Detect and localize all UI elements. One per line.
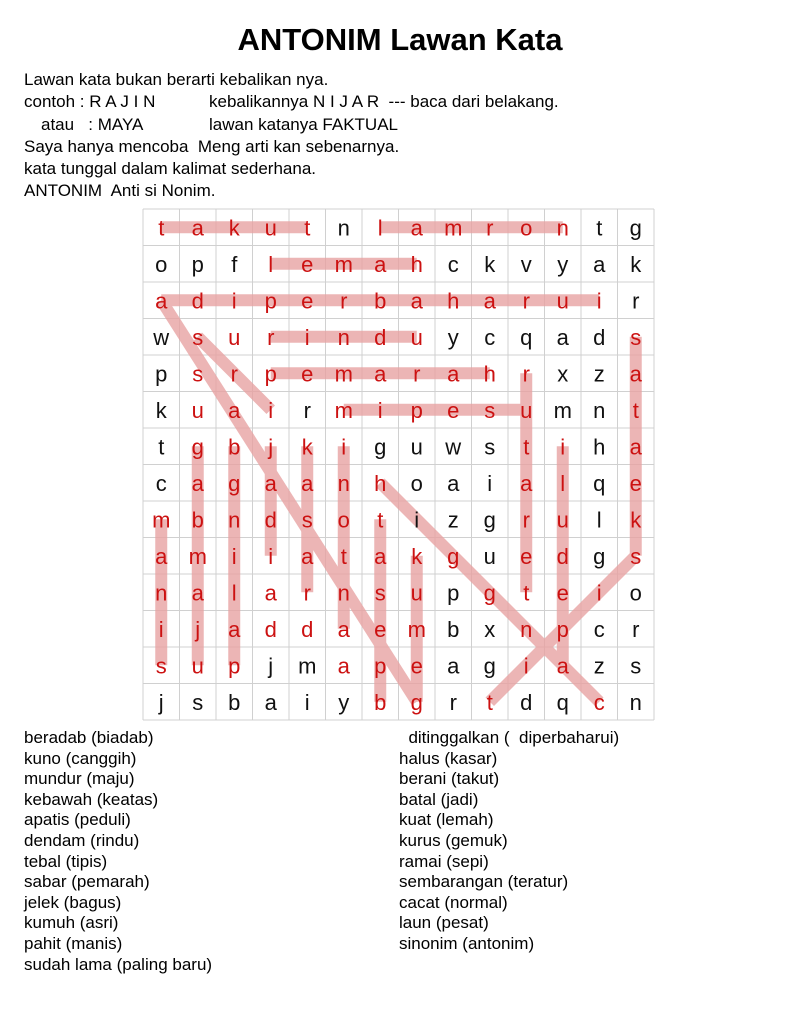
grid-letter: r — [632, 616, 640, 642]
grid-letter: j — [158, 689, 164, 715]
grid-letter: g — [228, 470, 241, 496]
intro-alt-label: atau : MAYA — [41, 114, 144, 134]
grid-letter: p — [447, 580, 460, 606]
grid-letter: j — [268, 434, 274, 460]
grid-letter: u — [483, 543, 496, 569]
grid-letter: a — [410, 215, 423, 241]
grid-letter: k — [484, 251, 496, 277]
grid-letter: a — [191, 580, 204, 606]
grid-letter: r — [632, 288, 640, 314]
grid-letter: u — [410, 580, 423, 606]
grid-letter: h — [410, 251, 423, 277]
grid-letter: u — [191, 653, 204, 679]
grid-letter: d — [593, 324, 606, 350]
word-list-item: mundur (maju) — [24, 769, 135, 789]
grid-letter: i — [158, 616, 164, 642]
grid-letter: a — [228, 397, 241, 423]
grid-letter: o — [520, 215, 533, 241]
grid-letter: a — [483, 288, 496, 314]
grid-letter: m — [407, 616, 426, 642]
grid-letter: p — [191, 251, 204, 277]
grid-letter: u — [520, 397, 533, 423]
grid-letter: m — [334, 361, 353, 387]
grid-letter: c — [593, 616, 605, 642]
grid-letter: n — [593, 397, 606, 423]
grid-letter: s — [484, 434, 496, 460]
grid-letter: z — [447, 507, 459, 533]
grid-letter: k — [301, 434, 313, 460]
grid-letter: r — [267, 324, 275, 350]
grid-letter: t — [486, 689, 493, 715]
grid-letter: d — [301, 616, 314, 642]
grid-letter: a — [410, 288, 423, 314]
grid-letter: i — [596, 288, 602, 314]
grid-letter: u — [264, 215, 277, 241]
grid-letter: h — [374, 470, 387, 496]
grid-letter: u — [556, 288, 569, 314]
grid-letter: a — [556, 653, 569, 679]
word-list-item: jelek (bagus) — [24, 892, 122, 912]
grid-letter: c — [593, 689, 605, 715]
grid-letter: d — [374, 324, 387, 350]
grid-letter: i — [231, 543, 237, 569]
grid-letter: i — [304, 689, 310, 715]
grid-letter: p — [264, 288, 277, 314]
grid-letter: e — [447, 397, 460, 423]
grid-letter: t — [377, 507, 384, 533]
grid-letter: r — [522, 507, 530, 533]
grid-letter: a — [155, 543, 168, 569]
grid-letter: i — [304, 324, 310, 350]
grid-letter: p — [155, 361, 168, 387]
grid-letter: c — [155, 470, 167, 496]
grid-letter: p — [374, 653, 387, 679]
grid-letter: x — [557, 361, 569, 387]
grid-letter: a — [264, 689, 277, 715]
word-list-item: batal (jadi) — [399, 789, 479, 809]
grid-letter: n — [155, 580, 168, 606]
grid-letter: t — [596, 215, 603, 241]
grid-letter: y — [557, 251, 569, 277]
grid-letter: n — [556, 215, 569, 241]
grid-letter: s — [155, 653, 167, 679]
grid-letter: u — [410, 434, 423, 460]
grid-letter: q — [556, 689, 569, 715]
grid-letter: i — [560, 434, 566, 460]
grid-letter: d — [556, 543, 569, 569]
intro-line-5: kata tunggal dalam kalimat sederhana. — [24, 159, 317, 179]
grid-letter: p — [410, 397, 423, 423]
grid-letter: a — [228, 616, 241, 642]
intro-line-1: Lawan kata bukan berarti kebalikan nya. — [24, 70, 329, 89]
intro-line-4: Saya hanya mencoba Meng arti kan sebenarnya. — [24, 136, 400, 156]
grid-letter: o — [155, 251, 168, 277]
grid-letter: a — [374, 543, 387, 569]
grid-letter: k — [411, 543, 423, 569]
intro-example-label: contoh : R A J I N — [24, 92, 156, 112]
grid-letter: r — [522, 361, 530, 387]
grid-letter: v — [520, 251, 532, 277]
grid-letter: m — [553, 397, 572, 423]
grid-letter: g — [410, 689, 423, 715]
grid-letter: s — [192, 361, 204, 387]
word-list-item: berani (takut) — [399, 769, 500, 789]
word-list-item: kumuh (asri) — [24, 913, 119, 933]
grid-letter: b — [228, 689, 241, 715]
grid-letter: b — [228, 434, 241, 460]
grid-letter: t — [304, 215, 311, 241]
grid-letter: i — [414, 507, 420, 533]
grid-letter: r — [230, 361, 238, 387]
word-list-item: kuat (lemah) — [399, 810, 494, 830]
grid-letter: s — [484, 397, 496, 423]
word-list-item: halus (kasar) — [399, 748, 498, 768]
grid-letter: a — [191, 215, 204, 241]
grid-letter: a — [629, 434, 642, 460]
grid-letter: g — [191, 434, 204, 460]
grid-letter: e — [410, 653, 423, 679]
grid-letter: t — [523, 580, 530, 606]
word-list-item: sinonim (antonim) — [399, 933, 535, 953]
grid-letter: g — [447, 543, 460, 569]
grid-letter: g — [593, 543, 606, 569]
intro-alt-text: lawan katanya FAKTUAL — [209, 114, 398, 134]
grid-letter: i — [268, 397, 274, 423]
page-title: ANTONIM Lawan Kata — [237, 22, 563, 57]
grid-letter: e — [520, 543, 533, 569]
grid-letter: m — [444, 215, 463, 241]
grid-letter: t — [158, 215, 165, 241]
word-list-item: apatis (peduli) — [24, 810, 131, 830]
grid-letter: k — [228, 215, 240, 241]
grid-letter: a — [264, 580, 277, 606]
grid-letter: a — [301, 543, 314, 569]
intro-example-text: kebalikannya N I J A R --- baca dari belakang. — [209, 92, 559, 112]
grid-letter: i — [596, 580, 602, 606]
word-list-item: sudah lama (paling baru) — [24, 954, 213, 974]
grid-letter: n — [629, 689, 642, 715]
grid-letter: a — [374, 251, 387, 277]
grid-letter: m — [298, 653, 317, 679]
grid-letter: s — [374, 580, 386, 606]
grid-letter: n — [228, 507, 241, 533]
grid-letter: n — [337, 324, 350, 350]
grid-letter: j — [268, 653, 274, 679]
grid-letter: l — [231, 580, 237, 606]
grid-letter: a — [264, 470, 277, 496]
grid-letter: e — [301, 288, 314, 314]
grid-letter: t — [158, 434, 165, 460]
grid-letter: s — [301, 507, 313, 533]
grid-letter: i — [341, 434, 347, 460]
grid-letter: k — [630, 251, 642, 277]
grid-letter: e — [629, 470, 642, 496]
grid-letter: p — [264, 361, 277, 387]
grid-letter: a — [191, 470, 204, 496]
grid-letter: r — [303, 397, 311, 423]
grid-letter: l — [596, 507, 602, 533]
grid-letter: w — [445, 434, 462, 460]
grid-letter: k — [155, 397, 167, 423]
grid-letter: l — [377, 215, 383, 241]
word-list-right — [399, 728, 619, 955]
grid-letter: t — [340, 543, 347, 569]
grid-letter: u — [228, 324, 241, 350]
grid-letter: f — [231, 251, 238, 277]
grid-letter: a — [155, 288, 168, 314]
grid-letter: u — [410, 324, 423, 350]
grid-letter: o — [629, 580, 642, 606]
grid-letter: d — [520, 689, 533, 715]
word-list-item: sembarangan (teratur) — [399, 872, 569, 892]
grid-letter: a — [629, 361, 642, 387]
grid-letter: o — [337, 507, 350, 533]
grid-letter: c — [447, 251, 459, 277]
grid-letter: a — [337, 653, 350, 679]
grid-letter: y — [447, 324, 459, 350]
grid-letter: b — [191, 507, 204, 533]
grid-letter: d — [264, 507, 277, 533]
grid-letter: i — [231, 288, 237, 314]
grid-letter: g — [483, 580, 496, 606]
grid-letter: i — [268, 543, 274, 569]
grid-letter: r — [413, 361, 421, 387]
grid-letter: a — [556, 324, 569, 350]
grid-letter: a — [374, 361, 387, 387]
grid-letter: n — [337, 580, 350, 606]
grid-letter: e — [556, 580, 569, 606]
grid-letter: d — [191, 288, 204, 314]
grid-letter: s — [192, 689, 204, 715]
grid-letter: r — [303, 580, 311, 606]
word-list-item: kebawah (keatas) — [24, 789, 159, 809]
grid-letter: d — [264, 616, 277, 642]
grid-letter: h — [483, 361, 496, 387]
grid-letter: a — [301, 470, 314, 496]
grid-lines — [143, 209, 654, 720]
grid-letter: x — [484, 616, 496, 642]
grid-letter: u — [556, 507, 569, 533]
grid-letter: i — [377, 397, 383, 423]
grid-letter: l — [268, 251, 274, 277]
grid-letter: a — [447, 361, 460, 387]
grid-letter: m — [152, 507, 171, 533]
word-list-item: dendam (rindu) — [24, 830, 140, 850]
grid-letter: r — [522, 288, 530, 314]
grid-letter: m — [334, 251, 353, 277]
grid-letter: s — [630, 543, 642, 569]
word-list-item: kuno (canggih) — [24, 748, 137, 768]
grid-letter: b — [374, 288, 387, 314]
grid-letter: a — [447, 653, 460, 679]
grid-letter: g — [483, 653, 496, 679]
grid-letter: k — [630, 507, 642, 533]
grid-letter: t — [523, 434, 530, 460]
grid-letter: m — [334, 397, 353, 423]
word-list-item: cacat (normal) — [399, 892, 508, 912]
grid-letter: o — [410, 470, 423, 496]
grid-letter: g — [374, 434, 387, 460]
grid-letter: z — [593, 361, 605, 387]
grid-letter: e — [301, 251, 314, 277]
intro-line-6: ANTONIM Anti si Nonim. — [24, 181, 216, 201]
word-list-left — [24, 728, 212, 975]
grid-letter: r — [449, 689, 457, 715]
word-list-item: tebal (tipis) — [24, 851, 108, 871]
grid-letter: r — [486, 215, 494, 241]
word-list-item: beradab (biadab) — [24, 728, 154, 747]
grid-letter: c — [484, 324, 496, 350]
grid-letter: i — [523, 653, 529, 679]
grid-letter: s — [630, 653, 642, 679]
grid-letter: y — [338, 689, 350, 715]
grid-letter: p — [228, 653, 241, 679]
grid-letter: n — [337, 215, 350, 241]
word-list-item: laun (pesat) — [399, 913, 489, 933]
grid-letter: a — [447, 470, 460, 496]
grid-letter: j — [195, 616, 201, 642]
word-list-item: pahit (manis) — [24, 933, 123, 953]
grid-letter: z — [593, 653, 605, 679]
grid-letter: a — [337, 616, 350, 642]
grid-letter: u — [191, 397, 204, 423]
grid-letter: h — [447, 288, 460, 314]
grid-letter: a — [520, 470, 533, 496]
grid-letter: h — [593, 434, 606, 460]
grid-letter: r — [340, 288, 348, 314]
grid-letter: e — [301, 361, 314, 387]
grid-letter: b — [447, 616, 460, 642]
grid-letter: m — [188, 543, 207, 569]
grid-letter: p — [556, 616, 569, 642]
grid-letter: s — [630, 324, 642, 350]
grid-letter: n — [520, 616, 533, 642]
word-list-item: ditinggalkan ( diperbaharui) — [399, 728, 620, 747]
grid-letter: g — [629, 215, 642, 241]
grid-letter: l — [560, 470, 566, 496]
grid-letter: s — [192, 324, 204, 350]
word-list-item: kurus (gemuk) — [399, 830, 508, 850]
grid-letter: w — [153, 324, 170, 350]
grid-letter: t — [632, 397, 639, 423]
grid-letter: e — [374, 616, 387, 642]
grid-letter: a — [593, 251, 606, 277]
grid-letter: q — [520, 324, 533, 350]
grid-letter: i — [487, 470, 493, 496]
word-list-item: ramai (sepi) — [399, 851, 489, 871]
grid-letter: g — [483, 507, 496, 533]
grid-letter: b — [374, 689, 387, 715]
grid-letter: q — [593, 470, 606, 496]
grid-letter: n — [337, 470, 350, 496]
word-list-item: sabar (pemarah) — [24, 872, 150, 892]
